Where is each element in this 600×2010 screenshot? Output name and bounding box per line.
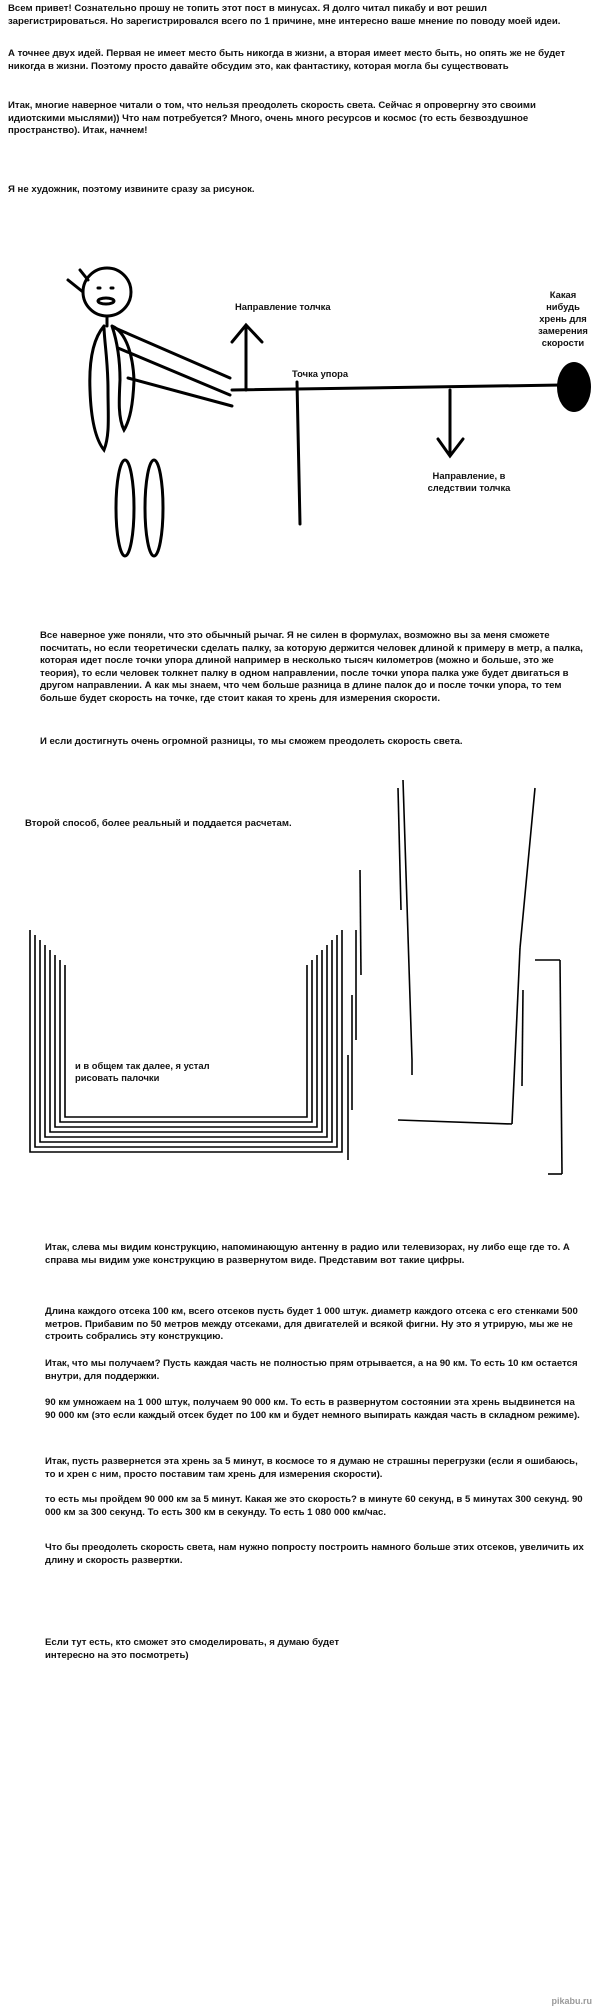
second-method-heading: Второй способ, более реальный и поддается расчетам.	[25, 818, 292, 829]
label-measure-device: Какая нибудь хрень для замерения скорости	[538, 289, 588, 348]
antenna-drawing	[0, 770, 600, 1180]
folded-antenna	[30, 930, 342, 1152]
body-paragraph-5: Итак, пусть развернется эта хрень за 5 минут, в космосе то я думаю не страшны перегрузки (если я ошибаюсь, то и хрен с ним, просто поставим там хрень для измерения скорости).	[45, 1456, 578, 1480]
fulcrum-post	[297, 382, 300, 524]
stick-figure-right-leg	[145, 460, 163, 556]
intro-paragraph-2: А точнее двух идей. Первая не имеет место быть никогда в жизни, а вторая имеет место быть, но опять же не будет никогда в жизни. Поэтому просто давайте обсудим это, как фантастику, которая могла бы существовать	[8, 48, 566, 72]
label-push-direction: Направление толчка	[235, 301, 331, 312]
label-result-direction: Направление, в следствии толчка	[427, 470, 511, 493]
body-paragraph-6: то есть мы пройдем 90 000 км за 5 минут. Какая же это скорость? в минуте 60 секунд, в 5 минутах 300 секунд. 90 000 км за 300 секунд. То есть 300 км в секунду. То есть 1 080 000 км/час.	[45, 1494, 583, 1518]
tired-note: и в общем так далее, я устал рисовать палочки	[75, 1060, 210, 1083]
body-paragraph-7: Что бы преодолеть скорость света, нам нужно попросту построить намного больше этих отсеков, увеличить их длину и скорость развертки.	[45, 1542, 584, 1566]
lever-drawing	[0, 230, 600, 570]
intro-paragraph-4: Я не художник, поэтому извините сразу за рисунок.	[8, 184, 255, 195]
label-fulcrum: Точка упора	[292, 368, 349, 379]
stick-figure-left-leg	[116, 460, 134, 556]
intro-paragraph-1: Всем привет! Сознательно прошу не топить этот пост в минусах. Я долго читал пикабу и вот решил зарегистрироваться. Но зарегистрировался всего по 1 причине, мне интересно ваше мнение по поводу моей идеи.	[8, 3, 561, 27]
body-paragraph-2: Длина каждого отсека 100 км, всего отсеков пусть будет 1 000 штук. диаметр каждого отсека с его стенками 500 метров. Прибавим по 50 метров между отсеками, для двигателей и всякой фигни. Ну это я утрирую, мы же не строить собрались эту конструкцию.	[45, 1306, 578, 1342]
intro-paragraph-3: Итак, многие наверное читали о том, что нельзя преодолеть скорость света. Сейчас я опровергну это своими идиотскими мыслями)) Что нам потребуется? Много, очень много ресурсов и космос (то есть безвоздушное пространство). Итак, начнем!	[8, 100, 536, 136]
stick-figure-head	[83, 268, 131, 316]
body-paragraph-8: Если тут есть, кто сможет это смоделировать, я думаю будет интересно на это посмотреть)	[45, 1637, 340, 1661]
body-paragraph-3: Итак, что мы получаем? Пусть каждая часть не полностью прям отрывается, а на 90 км. То есть 10 км остается внутри, для поддержки.	[45, 1358, 578, 1382]
body-paragraph-1: Итак, слева мы видим конструкцию, напоминающую антенну в радио или телевизорах, ну либо еще где то. А справа мы видим уже конструкцию в развернутом виде. Представим вот такие цифры.	[45, 1242, 570, 1266]
unfolded-antenna	[348, 780, 562, 1174]
body-paragraph-4: 90 км умножаем на 1 000 штук, получаем 90 000 км. То есть в развернутом состоянии эта хрень выдвинется на 90 000 км (это если каждый отсек будет по 100 км и будет немного выпирать каждая часть в складном режиме).	[45, 1397, 580, 1421]
watermark: pikabu.ru	[551, 1996, 592, 2006]
lever-bar	[232, 385, 562, 390]
lever-paragraph-1: Все наверное уже поняли, что это обычный рычаг. Я не силен в формулах, возможно вы за меня сможете посчитать, но если теоретически сделать палку, за которую держится человек длиной к примеру в метр, а палка, которая идет после точки упора длиной например в несколько тысяч километров (можно и больше, это же теория), то если человек толкнет палку в одном направлении, после точки упора палка уже будет двигаться в другом направлении. А как мы знаем, что чем больше разница в длине палок до и после точки упора, то тем больше будет скорость на точке, где стоит какая то хрень для измерения скорости.	[40, 630, 583, 704]
lever-paragraph-2: И если достигнуть очень огромной разницы, то мы сможем преодолеть скорость света.	[40, 736, 463, 747]
speed-measure-device	[557, 362, 591, 412]
